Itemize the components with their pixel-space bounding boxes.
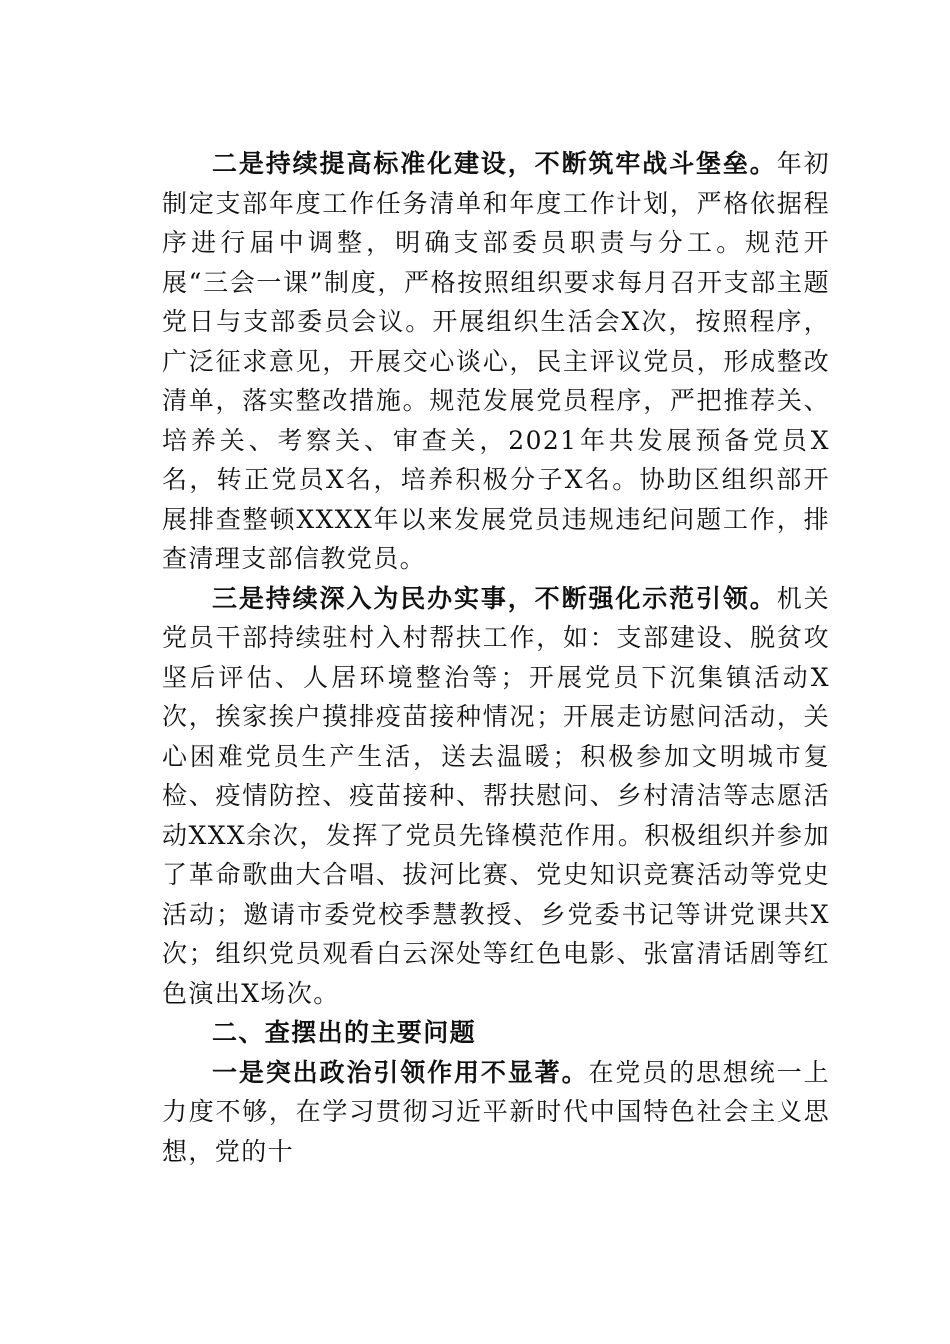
document-body xyxy=(162,144,830,1171)
paragraph-political-guidance xyxy=(162,1053,830,1172)
paragraph-lead: 三是持续深入为民办实事，不断强化示范引领。 xyxy=(212,583,777,613)
paragraph-practical-service xyxy=(162,579,830,1014)
paragraph-lead: 一是突出政治引领作用不显著。 xyxy=(212,1057,589,1087)
paragraph-text: 在党员的思想统一上力度不够，在学习贯彻习近平新时代中国特色社会主义思想，党的十 xyxy=(162,1057,830,1166)
paragraph-standardization xyxy=(162,144,830,579)
paragraph-text: 机关党员干部持续驻村入村帮扶工作，如：支部建设、脱贫攻坚后评估、人居环境整治等；开展党员下沉集镇活动X次，挨家挨户摸排疫苗接种情况；开展走访慰问活动，关心困难党员生产生活，送去温暖；积极参加文明城市复检、疫情防控、疫苗接种、帮扶慰问、乡村清洁等志愿活动XXX余次，发挥了党员先锋模范作用。积极组织并参加了革命歌曲大合唱、拔河比赛、党史知识竞赛活动等党史活动；邀请市委党校季慧教授、乡党委书记等讲党课共X次；组织党员观看白云深处等红色电影、张富清话剧等红色演出X场次。 xyxy=(162,583,830,1008)
paragraph-text: 年初制定支部年度工作任务清单和年度工作计划，严格依据程序进行届中调整，明确支部委员职责与分工。规范开展“三会一课”制度，严格按照组织要求每月召开支部主题党日与支部委员会议。开展组织生活会X次，按照程序，广泛征求意见，开展交心谈心，民主评议党员，形成整改清单，落实整改措施。规范发展党员程序，严把推荐关、培养关、考察关、审查关，2021年共发展预备党员X名，转正党员X名，培养积极分子X名。协助区组织部开展排查整顿XXXX年以来发展党员违规违纪问题工作，排查清理支部信教党员。 xyxy=(162,149,830,573)
section-heading: 二、查摆出的主要问题 xyxy=(212,1018,477,1047)
paragraph-lead: 二是持续提高标准化建设，不断筑牢战斗堡垒。 xyxy=(212,149,777,178)
